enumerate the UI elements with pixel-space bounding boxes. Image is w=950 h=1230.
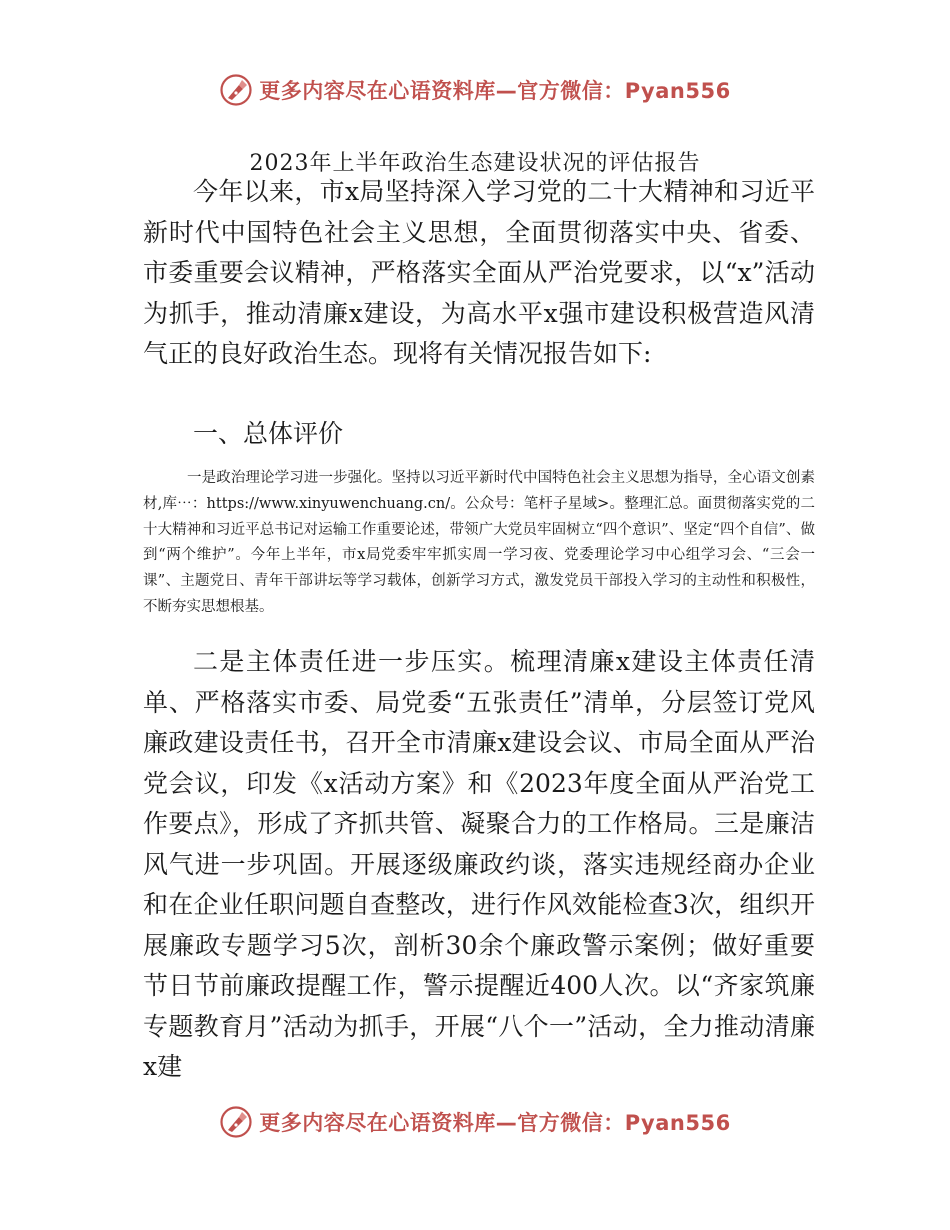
fountain-pen-nib-logo xyxy=(219,1105,253,1139)
header-watermark-banner xyxy=(0,68,950,112)
document-title: 2023年上半年政治生态建设状况的评估报告 xyxy=(249,151,701,176)
fountain-pen-nib-logo xyxy=(219,73,253,107)
banner-text: 更多内容尽在心语资料库—官方微信：Pyan556 xyxy=(259,79,731,103)
section-heading: 一、总体评价 xyxy=(193,419,344,448)
point-two-paragraph: 二是主体责任进一步压实。梳理清廉x建设主体责任清单、严格落实市委、局党委“五张责任”清单，分层签订党风廉政建设责任书，召开全市清廉x建设会议、市局全面从严治党会议，印发《x活动方案》和《2023年度全面从严治党工作要点》，形成了齐抓共管、凝聚合力的工作格局。三是廉洁风气进一步巩固。开展逐级廉政约谈，落实违规经商办企业和在企业任职问题自查整改，进行作风效能检查3次，组织开展廉政专题学习5次，剖析30余个廉政警示案例；做好重要节日节前廉政提醒工作，警示提醒近400人次。以“齐家筑廉专题教育月”活动为抓手，开展“八个一”活动，全力推动清廉x建 xyxy=(143,647,815,1081)
footer-watermark-banner xyxy=(0,1100,950,1144)
banner-text: 更多内容尽在心语资料库—官方微信：Pyan556 xyxy=(259,1111,731,1135)
point-one-paragraph: 一是政治理论学习进一步强化。坚持以习近平新时代中国特色社会主义思想为指导，全心语文创素材,库⋯：https://www.xinyuwenchuang.cn/。公众号：笔杆子星域>。整理汇总。面贯彻落实党的二十大精神和习近平总书记对运输工作重要论述，带领广大党员牢固树立“四个意识”、坚定“四个自信”、做到“两个维护”。今年上半年，市x局党委牢牢抓实周一学习夜、党委理论学习中心组学习会、“三会一课”、主题党日、青年干部讲坛等学习载体，创新学习方式，激发党员干部投入学习的主动性和积极性，不断夯实思想根基。 xyxy=(143,470,815,615)
intro-paragraph: 今年以来，市x局坚持深入学习党的二十大精神和习近平新时代中国特色社会主义思想，全面贯彻落实中央、省委、市委重要会议精神，严格落实全面从严治党要求，以“x”活动为抓手，推动清廉x建设，为高水平x强市建设积极营造风清气正的良好政治生态。现将有关情况报告如下: xyxy=(143,177,815,368)
